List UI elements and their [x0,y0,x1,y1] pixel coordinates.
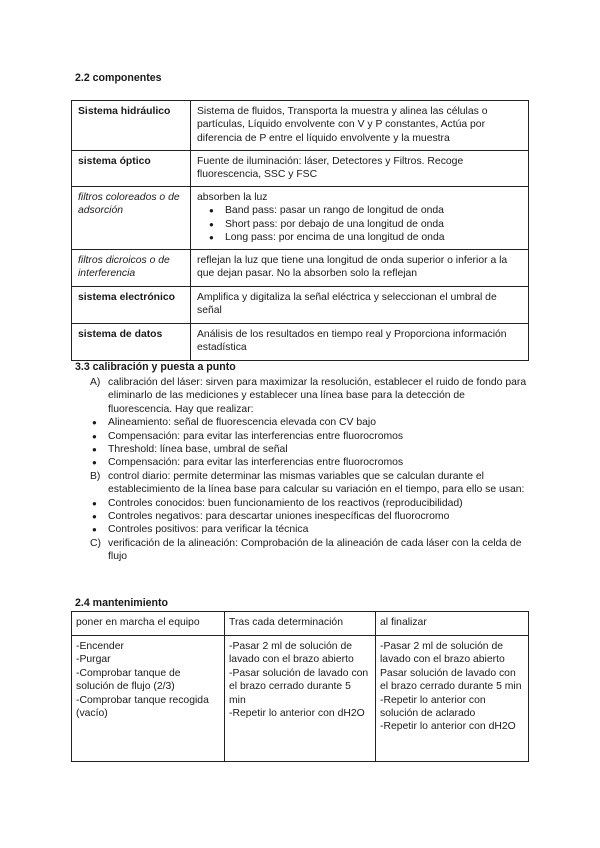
list-item [90,510,530,523]
list-item-text: Compensación: para evitar las interferencias entre fluorocromos [108,430,404,442]
component-description: Fuente de iluminación: láser, Detectores y Filtros. Recoge fluorescencia, SSC y FSC [191,151,529,187]
bullet-icon: ● [92,445,97,455]
table-cell [72,636,225,762]
bullet-icon: ● [92,512,97,522]
table-cell [376,636,529,762]
list-item [90,537,530,564]
component-name: filtros coloreados o de adsorción [72,187,191,250]
section-2-4-heading: 2.4 mantenimiento [75,597,169,609]
maintenance-table [71,611,529,762]
list-item-text: Controles negativos: para descartar uniones inespecíficas del fluorocromo [108,511,450,523]
list-item: ● Long pass: por encima de una longitud de onda [225,231,523,244]
list-item-text: Compensación: para evitar las interferencias entre fluorocromos [108,457,404,469]
cell-line: -Pasar 2 ml de solución de lavado con el brazo abierto [380,641,505,666]
list-item-text: verificación de la alineación: Comprobación de la alineación de cada láser con la celda de flujo [108,537,522,563]
bullet-icon: ● [92,458,97,468]
bullet-icon: ● [92,525,97,535]
filter-types-list [197,204,523,244]
list-marker: B) [90,470,101,482]
cell-line: -Repetir lo anterior con dH2O [229,708,365,720]
cell-line: -Purgar [76,654,111,666]
list-item [90,470,530,497]
component-description: Sistema de fluidos, Transporta la muestra y alinea las células o partículas, Líquido envolvente con V y P constantes, Actúa por diferencia de P entre el líquido envolvente y la muestra [191,101,529,151]
component-description: Análisis de los resultados en tiempo real y Proporciona información estadística [191,324,529,361]
bullet-icon: ● [92,431,97,441]
table-row [72,187,529,250]
list-item [90,443,530,456]
table-row [72,287,529,324]
list-item: ● Short pass: por debajo de una longitud de onda [225,218,523,231]
list-marker: A) [90,377,101,388]
column-header: poner en marcha el equipo [72,612,225,636]
list-item [90,497,530,510]
list-item-text: Controles conocidos: buen funcionamiento de los reactivos (reproducibilidad) [108,497,463,509]
component-description: reflejan la luz que tiene una longitud de onda superior o inferior a la que dejan pasar. No la absorben solo la reflejan [191,250,529,287]
components-table [71,100,529,361]
list-item [90,430,530,443]
component-name: Sistema hidráulico [72,101,191,151]
list-marker: C) [90,537,101,549]
list-item-text: Controles positivos: para verificar la técnica [108,524,309,536]
list-item-text: control diario: permite determinar las mismas variables que se calculan durante el establecimiento de la línea base para calcular su variación en el tiempo, para ello se usan: [108,470,525,496]
bullet-icon: ● [92,418,97,428]
cell-line: -Pasar solución de lavado con el brazo cerrado durante 5 min [229,667,369,706]
list-item-text: Alineamiento: señal de fluorescencia elevada con CV bajo [108,417,377,429]
list-item [90,456,530,469]
table-row [72,636,529,762]
table-row [72,250,529,287]
column-header: Tras cada determinación [225,612,376,636]
list-item [90,416,530,429]
list-item: ● Band pass: pasar un rango de longitud de onda [225,204,523,217]
cell-line: -Encender [76,641,124,652]
component-name: filtros dicroicos o de interferencia [72,250,191,287]
table-cell [225,636,376,762]
component-name: sistema electrónico [72,287,191,324]
component-name: sistema de datos [72,324,191,361]
component-name: sistema óptico [72,151,191,187]
table-row [72,324,529,361]
cell-line: -Repetir lo anterior con solución de aclarado [380,694,486,720]
cell-line: -Pasar 2 ml de solución de lavado con el brazo abierto [229,641,354,666]
cell-line: -Repetir lo anterior con dH2O [380,721,516,733]
cell-line: Pasar solución de lavado con el brazo cerrado durante 5 min [380,667,522,693]
table-header-row [72,612,529,636]
table-row [72,101,529,151]
list-item-text: Threshold: línea base, umbral de señal [108,444,288,456]
list-item [90,523,530,536]
component-description: Amplifica y digitaliza la señal eléctrica y seleccionan el umbral de señal [191,287,529,324]
section-3-3-heading: 3.3 calibración y puesta a punto [75,361,236,373]
table-row [72,151,529,187]
bullet-icon: ● [92,498,97,508]
list-item-text: calibración del láser: sirven para maximizar la resolución, establecer el ruido de fondo para eliminarlo de las mediciones y establecer una línea base para la detección de fluorescencia. Hay que realizar: [108,377,527,415]
component-description-text: absorben la luz [197,192,268,203]
list-item [90,376,530,416]
cell-line: -Comprobar tanque de solución de flujo (2/3) [76,667,181,693]
calibration-list [90,376,530,564]
column-header: al finalizar [376,612,529,636]
component-description [191,187,529,250]
section-2-2-heading: 2.2 componentes [75,72,162,84]
cell-line: -Comprobar tanque recogida (vacío) [76,694,209,720]
